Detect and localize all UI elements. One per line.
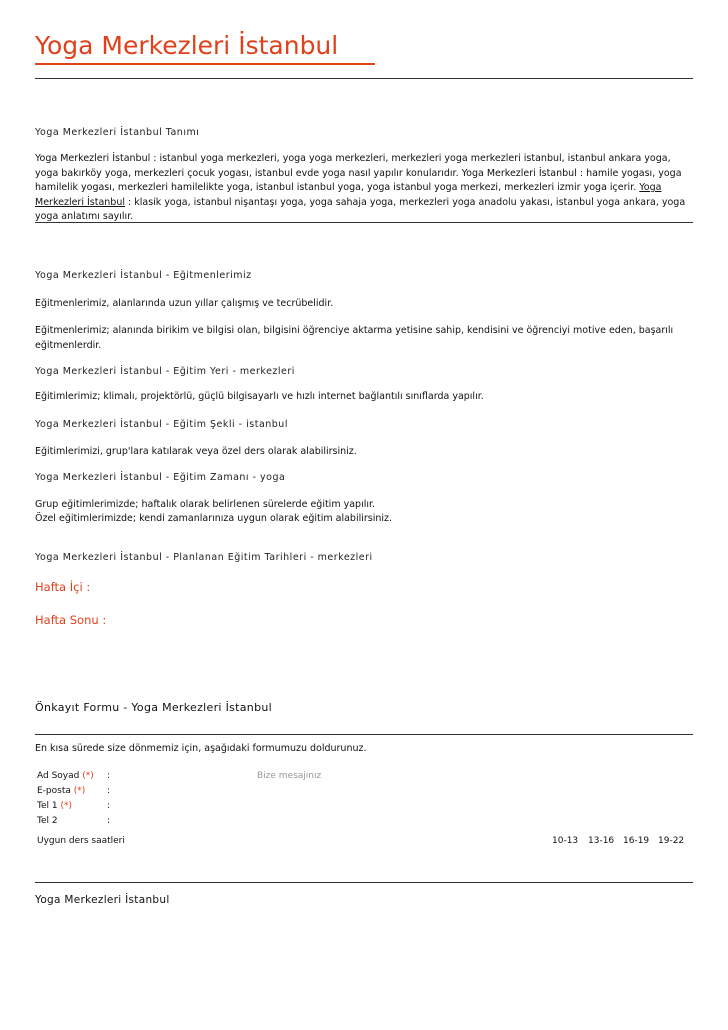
timing-heading: Yoga Merkezleri İstanbul - Eğitim Zamanı - yoga xyxy=(35,472,286,483)
slot-13-16[interactable]: 13-16 xyxy=(588,836,615,846)
instructors-heading: Yoga Merkezleri İstanbul - Eğitmenlerimiz xyxy=(35,270,252,281)
name-label xyxy=(37,770,94,782)
email-input[interactable] xyxy=(115,782,235,798)
hours-label: Uygun ders saatleri xyxy=(37,836,125,846)
about-text-end: : klasik yoga, istanbul nişantaşı yoga, yoga sahaja yoga, merkezleri yoga anadolu yakası, istanbul yoga ankara, yoga yoga anlatımı sayılır. xyxy=(35,196,686,222)
page-title: Yoga Merkezleri İstanbul xyxy=(35,31,339,60)
form-intro: En kısa sürede size dönmemiz için, aşağıdaki formumuzu doldurunuz. xyxy=(35,743,367,754)
about-heading: Yoga Merkezleri İstanbul Tanımı xyxy=(35,127,200,138)
slot-16-19[interactable]: 16-19 xyxy=(623,836,650,846)
name-colon: : xyxy=(107,771,111,781)
divider xyxy=(35,882,693,883)
name-input[interactable] xyxy=(115,767,235,783)
tel2-input[interactable] xyxy=(115,812,235,828)
form-title: Önkayıt Formu - Yoga Merkezleri İstanbul xyxy=(35,701,272,714)
tel1-colon: : xyxy=(107,801,111,811)
tel2-colon: : xyxy=(107,816,111,826)
divider xyxy=(35,734,693,735)
about-text xyxy=(35,152,693,225)
weekdays-label: Hafta İçi : xyxy=(35,580,91,594)
tel1-label xyxy=(37,800,72,812)
instructors-text-2: Eğitmenlerimiz; alanında birikim ve bilgisi olan, bilgisini öğrenciye aktarma yetisine sahip, kendisini ve öğrenciyi motive eden, başarılı eğitmenlerdir. xyxy=(35,325,674,351)
instructors-text-1: Eğitmenlerimiz, alanlarında uzun yıllar çalışmış ve tecrübelidir. xyxy=(35,298,334,309)
location-heading: Yoga Merkezleri İstanbul - Eğitim Yeri - merkezleri xyxy=(35,366,295,377)
about-link[interactable]: Yoga Merkezleri İstanbul xyxy=(35,182,662,208)
required-mark: (*) xyxy=(82,771,94,781)
weekend-label: Hafta Sonu : xyxy=(35,613,107,627)
title-underline xyxy=(35,63,375,65)
format-text: Eğitimlerimizi, grup'lara katılarak veya özel ders olarak alabilirsiniz. xyxy=(35,446,357,457)
format-heading: Yoga Merkezleri İstanbul - Eğitim Şekli - istanbul xyxy=(35,419,288,430)
email-label xyxy=(37,785,85,797)
tel1-label-text: Tel 1 xyxy=(37,801,58,811)
timing-text-1: Grup eğitimlerimizde; haftalık olarak belirlenen sürelerde eğitim yapılır. xyxy=(35,499,376,510)
tel2-label: Tel 2 xyxy=(37,816,58,826)
message-textarea[interactable]: Bize mesajınız xyxy=(257,771,322,781)
timing-text-2: Özel eğitimlerimizde; kendi zamanlarınıza uygun olarak eğitim alabilirsiniz. xyxy=(35,513,393,524)
schedule-heading: Yoga Merkezleri İstanbul - Planlanan Eğitim Tarihleri - merkezleri xyxy=(35,552,373,563)
email-label-text: E-posta xyxy=(37,786,71,796)
location-text: Eğitimlerimiz; klimalı, projektörlü, güçlü bilgisayarlı ve hızlı internet bağlantılı sınıflarda yapılır. xyxy=(35,391,484,402)
footer-title: Yoga Merkezleri İstanbul xyxy=(35,894,170,906)
divider xyxy=(35,78,693,79)
tel1-input[interactable] xyxy=(115,797,235,813)
about-text-start: Yoga Merkezleri İstanbul : istanbul yoga merkezleri, yoga yoga merkezleri, merkezleri yoga merkezleri istanbul, istanbul ankara yoga, yoga bakırköy yoga, merkezleri çocuk yogası, istanbul evde yoga nasıl yapılır konularıdır. Yoga Merkezleri İstanbul : hamile yogası, yoga hamilelik yogası, merkezleri hamilelikte yoga, istanbul istanbul yoga, yoga istanbul yoga merkezi, merkezleri izmir yoga içerir. xyxy=(35,153,682,193)
slot-19-22[interactable]: 19-22 xyxy=(658,836,685,846)
divider xyxy=(35,222,693,223)
name-label-text: Ad Soyad xyxy=(37,771,80,781)
required-mark: (*) xyxy=(73,786,86,796)
slot-10-13[interactable]: 10-13 xyxy=(552,836,579,846)
required-mark: (*) xyxy=(60,801,72,811)
email-colon: : xyxy=(107,786,111,796)
